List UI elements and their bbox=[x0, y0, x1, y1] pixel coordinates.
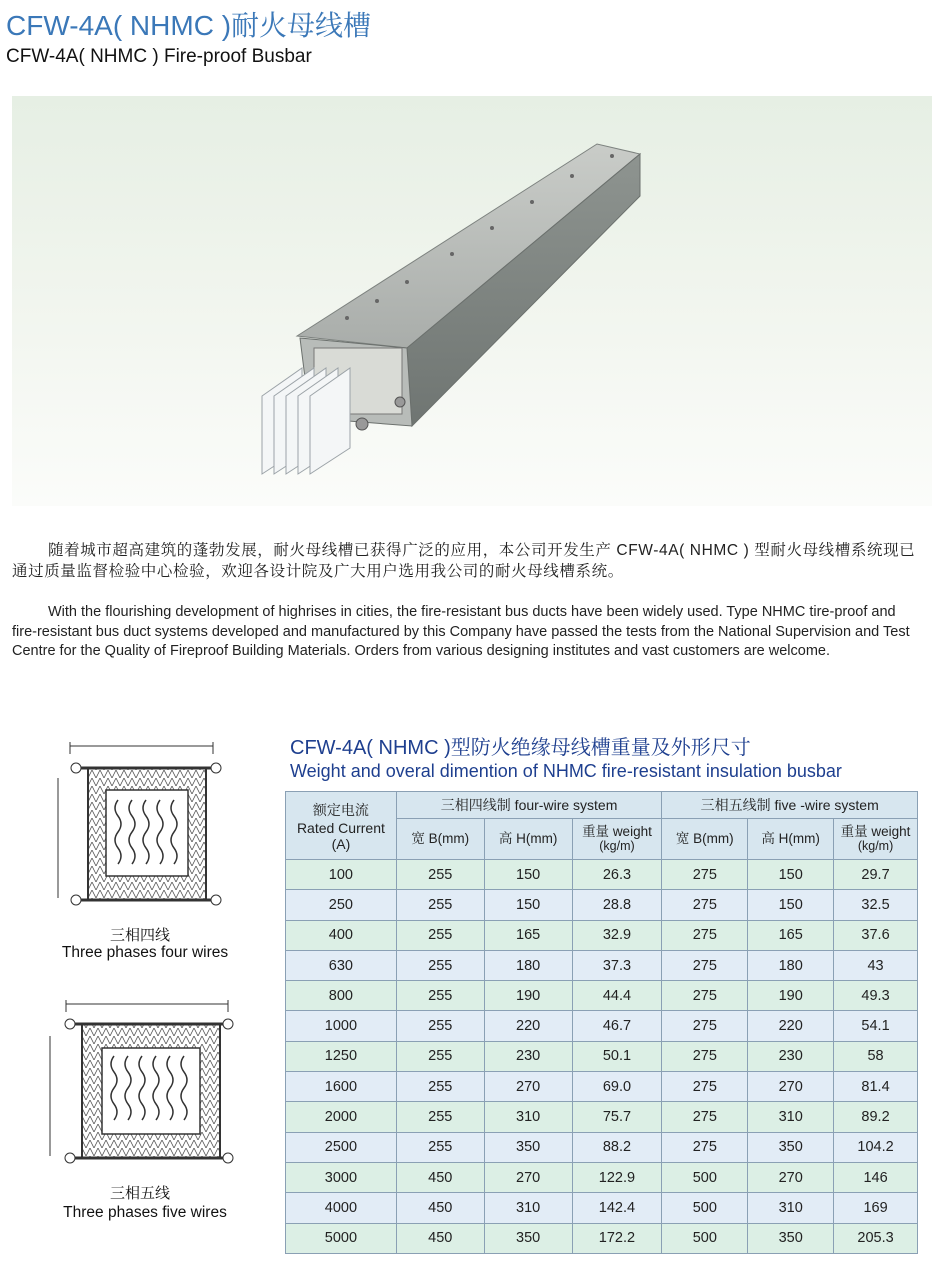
table-cell: 255 bbox=[396, 1041, 484, 1071]
diagram-five-wire bbox=[38, 996, 238, 1181]
table-cell: 150 bbox=[748, 890, 834, 920]
table-cell: 3000 bbox=[286, 1162, 397, 1192]
table-cell: 500 bbox=[662, 1223, 748, 1253]
table-cell: 350 bbox=[484, 1223, 572, 1253]
diagram-four-wire bbox=[48, 738, 238, 923]
intro-text-en: With the flourishing development of highrises in cities, the fire-resistant bus ducts have been widely used. Type NHMC tire-proof and fire-resistant bus duct systems developed and manufactured by this Company have passed the tests from the National Supervision and Test Centre for the Quality of Fireproof Building Materials. Orders from various designing institutes and vast customers are welcome. bbox=[12, 604, 910, 659]
table-cell: 450 bbox=[396, 1223, 484, 1253]
table-cell: 180 bbox=[484, 950, 572, 980]
table-cell: 255 bbox=[396, 1102, 484, 1132]
table-cell: 29.7 bbox=[834, 860, 918, 890]
cross-section-five-wire-icon bbox=[38, 996, 238, 1176]
table-cell: 58 bbox=[834, 1041, 918, 1071]
table-cell: 150 bbox=[748, 860, 834, 890]
table-cell: 180 bbox=[748, 950, 834, 980]
group-five-wire: 三相五线制 five -wire system bbox=[662, 792, 918, 819]
table-cell: 88.2 bbox=[572, 1132, 662, 1162]
table-cell: 32.5 bbox=[834, 890, 918, 920]
table-cell: 190 bbox=[484, 981, 572, 1011]
table-cell: 37.6 bbox=[834, 920, 918, 950]
table-cell: 275 bbox=[662, 1102, 748, 1132]
table-cell: 1600 bbox=[286, 1072, 397, 1102]
table-cell: 270 bbox=[484, 1072, 572, 1102]
table-row bbox=[286, 1102, 918, 1132]
table-cell: 800 bbox=[286, 981, 397, 1011]
diagram-four-wire-caption-en: Three phases four wires bbox=[61, 944, 229, 961]
table-cell: 250 bbox=[286, 890, 397, 920]
table-cell: 26.3 bbox=[572, 860, 662, 890]
table-cell: 310 bbox=[484, 1193, 572, 1223]
table-row bbox=[286, 950, 918, 980]
table-cell: 89.2 bbox=[834, 1102, 918, 1132]
table-row bbox=[286, 1132, 918, 1162]
table-row bbox=[286, 890, 918, 920]
table-cell: 104.2 bbox=[834, 1132, 918, 1162]
table-cell: 255 bbox=[396, 890, 484, 920]
table-cell: 2000 bbox=[286, 1102, 397, 1132]
col-weight-5 bbox=[834, 819, 918, 860]
table-cell: 450 bbox=[396, 1193, 484, 1223]
table-cell: 1250 bbox=[286, 1041, 397, 1071]
table-cell: 275 bbox=[662, 981, 748, 1011]
table-cell: 310 bbox=[748, 1102, 834, 1132]
weight-label: 重量 weight bbox=[582, 824, 652, 839]
table-cell: 37.3 bbox=[572, 950, 662, 980]
table-row bbox=[286, 1193, 918, 1223]
diagram-five-wire-caption-cn: 三相五线 bbox=[109, 1185, 170, 1202]
page-title-en: CFW-4A( NHMC ) Fire-proof Busbar bbox=[6, 46, 312, 67]
busbar-illustration bbox=[12, 96, 932, 506]
table-cell: 46.7 bbox=[572, 1011, 662, 1041]
table-row bbox=[286, 1072, 918, 1102]
table-cell: 270 bbox=[748, 1072, 834, 1102]
product-photo bbox=[12, 96, 932, 506]
table-cell: 270 bbox=[748, 1162, 834, 1192]
table-row bbox=[286, 981, 918, 1011]
table-cell: 630 bbox=[286, 950, 397, 980]
table-cell: 49.3 bbox=[834, 981, 918, 1011]
table-cell: 230 bbox=[748, 1041, 834, 1071]
col-rated-current bbox=[286, 792, 397, 860]
table-cell: 275 bbox=[662, 1132, 748, 1162]
table-cell: 255 bbox=[396, 950, 484, 980]
table-cell: 4000 bbox=[286, 1193, 397, 1223]
table-cell: 5000 bbox=[286, 1223, 397, 1253]
col-weight-4 bbox=[572, 819, 662, 860]
table-cell: 400 bbox=[286, 920, 397, 950]
diagram-four-wire-caption-cn: 三相四线 bbox=[109, 927, 170, 944]
table-cell: 69.0 bbox=[572, 1072, 662, 1102]
table-cell: 310 bbox=[484, 1102, 572, 1132]
table-cell: 255 bbox=[396, 981, 484, 1011]
intro-text-cn: 随着城市超高建筑的蓬勃发展，耐火母线槽已获得广泛的应用，本公司开发生产 CFW-4A( NHMC ) 型耐火母线槽系统现已通过质量监督检验中心检验，欢迎各设计院及广大用户选用我公司的耐火母线槽系统。 bbox=[12, 542, 916, 580]
table-header-row bbox=[286, 792, 918, 819]
table-cell: 255 bbox=[396, 920, 484, 950]
diagram-five-wire-caption-en: Three phases five wires bbox=[63, 1204, 227, 1221]
table-cell: 190 bbox=[748, 981, 834, 1011]
group-four-wire: 三相四线制 four-wire system bbox=[396, 792, 662, 819]
rated-current-en: Rated Current bbox=[296, 819, 385, 836]
table-cell: 2500 bbox=[286, 1132, 397, 1162]
table-cell: 275 bbox=[662, 890, 748, 920]
table-cell: 255 bbox=[396, 860, 484, 890]
table-row bbox=[286, 1011, 918, 1041]
table-row bbox=[286, 1041, 918, 1071]
weight-unit: (kg/m) bbox=[857, 839, 894, 853]
table-row bbox=[286, 1223, 918, 1253]
table-cell: 275 bbox=[662, 950, 748, 980]
table-cell: 1000 bbox=[286, 1011, 397, 1041]
table-cell: 150 bbox=[484, 890, 572, 920]
table-cell: 44.4 bbox=[572, 981, 662, 1011]
table-cell: 220 bbox=[484, 1011, 572, 1041]
table-cell: 275 bbox=[662, 920, 748, 950]
table-cell: 28.8 bbox=[572, 890, 662, 920]
table-cell: 275 bbox=[662, 1072, 748, 1102]
table-cell: 310 bbox=[748, 1193, 834, 1223]
table-cell: 75.7 bbox=[572, 1102, 662, 1132]
page-title-cn: CFW-4A( NHMC )耐火母线槽 bbox=[6, 10, 372, 41]
table-cell: 165 bbox=[484, 920, 572, 950]
table-row bbox=[286, 920, 918, 950]
table-cell: 43 bbox=[834, 950, 918, 980]
table-cell: 275 bbox=[662, 860, 748, 890]
table-cell: 255 bbox=[396, 1072, 484, 1102]
table-cell: 100 bbox=[286, 860, 397, 890]
table-cell: 142.4 bbox=[572, 1193, 662, 1223]
table-row bbox=[286, 1162, 918, 1192]
table-cell: 230 bbox=[484, 1041, 572, 1071]
table-cell: 146 bbox=[834, 1162, 918, 1192]
table-title-cn: CFW-4A( NHMC )型防火绝缘母线槽重量及外形尺寸 bbox=[290, 737, 751, 759]
table-cell: 32.9 bbox=[572, 920, 662, 950]
cross-section-four-wire-icon bbox=[48, 738, 238, 918]
table-cell: 255 bbox=[396, 1132, 484, 1162]
table-cell: 350 bbox=[484, 1132, 572, 1162]
table-cell: 255 bbox=[396, 1011, 484, 1041]
col-height-4: 高 H(mm) bbox=[484, 819, 572, 860]
table-cell: 150 bbox=[484, 860, 572, 890]
table-title-en: Weight and overal dimention of NHMC fire-resistant insulation busbar bbox=[290, 761, 842, 781]
table-cell: 450 bbox=[396, 1162, 484, 1192]
table-cell: 500 bbox=[662, 1162, 748, 1192]
table-cell: 122.9 bbox=[572, 1162, 662, 1192]
table-cell: 220 bbox=[748, 1011, 834, 1041]
table-cell: 172.2 bbox=[572, 1223, 662, 1253]
col-width-5: 宽 B(mm) bbox=[662, 819, 748, 860]
table-cell: 500 bbox=[662, 1193, 748, 1223]
spec-table bbox=[285, 791, 918, 1254]
col-height-5: 高 H(mm) bbox=[748, 819, 834, 860]
table-cell: 275 bbox=[662, 1011, 748, 1041]
weight-label: 重量 weight bbox=[840, 824, 911, 839]
table-cell: 54.1 bbox=[834, 1011, 918, 1041]
table-cell: 81.4 bbox=[834, 1072, 918, 1102]
table-cell: 275 bbox=[662, 1041, 748, 1071]
table-cell: 350 bbox=[748, 1223, 834, 1253]
table-cell: 165 bbox=[748, 920, 834, 950]
table-cell: 205.3 bbox=[834, 1223, 918, 1253]
rated-current-unit: (A) bbox=[331, 835, 351, 852]
table-cell: 350 bbox=[748, 1132, 834, 1162]
col-width-4: 宽 B(mm) bbox=[396, 819, 484, 860]
rated-current-cn: 额定电流 bbox=[312, 801, 369, 818]
table-cell: 169 bbox=[834, 1193, 918, 1223]
table-cell: 50.1 bbox=[572, 1041, 662, 1071]
table-row bbox=[286, 860, 918, 890]
table-cell: 270 bbox=[484, 1162, 572, 1192]
weight-unit: (kg/m) bbox=[599, 839, 635, 853]
